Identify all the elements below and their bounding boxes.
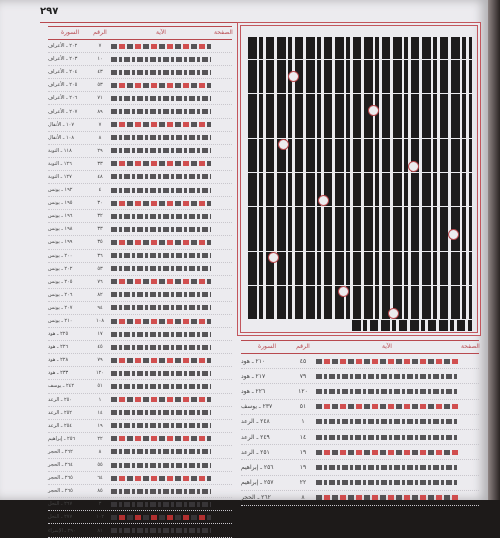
quran-text-line	[248, 150, 472, 161]
index-verse-excerpt	[111, 279, 211, 284]
index-row	[48, 119, 232, 132]
index-row	[241, 400, 479, 415]
index-row	[48, 210, 232, 223]
quran-text-line	[248, 173, 472, 184]
quran-text-line	[248, 105, 472, 116]
index-ayah-number: ٨٩	[97, 108, 103, 115]
index-verse-excerpt	[111, 44, 211, 49]
index-ayah-number: ١٠٨	[95, 318, 105, 325]
index-surah-ref: ٢٠٦ ـ الأعراف	[48, 95, 78, 102]
index-ayah-number: ٧	[98, 43, 102, 50]
index-surah-ref: ٢٠٧ ـ يونس	[48, 304, 73, 311]
index-row	[48, 367, 232, 380]
index-ayah-number: ١٢٠	[298, 387, 308, 395]
index-verse-excerpt	[111, 528, 211, 533]
index-verse-excerpt	[111, 423, 211, 428]
index-row	[241, 415, 479, 430]
index-verse-excerpt	[111, 384, 211, 389]
index-row	[48, 158, 232, 171]
index-verse-excerpt	[111, 292, 211, 297]
index-row	[48, 145, 232, 158]
index-ayah-number: ٤	[98, 187, 102, 194]
index-verse-excerpt	[316, 450, 458, 455]
index-row	[241, 430, 479, 445]
index-ayah-number: ٣٣	[97, 160, 103, 167]
index-row	[48, 498, 232, 511]
index-surah-ref: ١٩٨ ـ يونس	[48, 226, 73, 233]
index-row	[48, 289, 232, 302]
header-ayah: الآية	[156, 29, 166, 36]
index-surah-ref: ٢٥٦ ـ إبراهيم	[241, 463, 274, 471]
index-verse-excerpt	[111, 436, 211, 441]
quran-text-line	[248, 240, 472, 251]
header-number-right: الرقم	[296, 343, 310, 350]
index-surah-ref: ٢٠٤ ـ الأعراف	[48, 69, 78, 76]
index-verse-excerpt	[111, 57, 211, 62]
index-ayah-number: ٧١	[97, 95, 103, 102]
index-table-header-right	[241, 340, 479, 354]
index-surah-ref: ٢٩٠ ـ الإسراء	[48, 527, 76, 534]
index-ayah-number: ٦٤	[97, 475, 103, 482]
header-number: الرقم	[93, 29, 107, 36]
index-verse-excerpt	[111, 332, 211, 337]
index-verse-excerpt	[111, 476, 211, 481]
book-edge	[488, 0, 500, 500]
index-surah-ref: ١٩٦ ـ يونس	[48, 213, 73, 220]
index-row	[241, 445, 479, 460]
index-ayah-number: ٨٥	[97, 488, 103, 495]
index-row	[48, 354, 232, 367]
ayah-end-marker	[368, 105, 379, 116]
index-verse-excerpt	[316, 495, 458, 500]
index-ayah-number: ٤٥	[299, 357, 307, 365]
index-surah-ref: ٢٧٧ ـ النحل	[48, 514, 73, 521]
index-surah-ref: ٢٢٦ ـ هود	[48, 344, 69, 351]
index-surah-ref: ٢٠٣ ـ الأعراف	[48, 56, 78, 63]
index-row	[241, 476, 479, 491]
index-verse-excerpt	[111, 96, 211, 101]
index-row	[48, 171, 232, 184]
index-verse-excerpt	[316, 404, 458, 409]
header-marker-right: الصفحة	[461, 343, 480, 350]
index-ayah-number: ١٩	[299, 463, 307, 471]
quran-text-line	[248, 229, 472, 240]
index-ayah-number: ١٩	[299, 448, 307, 456]
index-verse-excerpt	[111, 148, 211, 153]
index-ayah-number: ٢٢	[299, 479, 307, 487]
index-surah-ref: ١٩٩ ـ يونس	[48, 239, 73, 246]
index-verse-excerpt	[316, 435, 458, 440]
index-ayah-number: ١	[301, 418, 305, 426]
index-verse-excerpt	[111, 83, 211, 88]
index-verse-excerpt	[111, 135, 211, 140]
index-ayah-number: ٥٣	[97, 82, 103, 89]
index-row	[48, 105, 232, 118]
index-verse-excerpt	[111, 70, 211, 75]
index-surah-ref: ٢١٠ ـ يونس	[48, 318, 73, 325]
index-surah-ref: ٢٤٢ ـ يوسف	[48, 383, 75, 390]
index-row	[48, 223, 232, 236]
quran-text-line	[248, 48, 472, 59]
index-surah-ref: ١٩٢ ـ يونس	[48, 187, 73, 194]
index-ayah-number: ٧٩	[97, 357, 103, 364]
index-ayah-number: ٧٩	[299, 372, 307, 380]
header-marker: الصفحة	[214, 29, 233, 36]
index-verse-excerpt	[111, 161, 211, 166]
header-surah: السورة	[61, 29, 79, 36]
quran-text-line	[248, 82, 472, 93]
index-surah-ref: ٢٢٨ ـ هود	[48, 357, 69, 364]
index-row	[48, 524, 232, 537]
quran-text-line	[248, 71, 472, 82]
index-verse-excerpt	[111, 214, 211, 219]
index-row	[48, 315, 232, 328]
index-ayah-number: ٣	[98, 501, 102, 508]
index-row	[48, 302, 232, 315]
index-ayah-number: ٨	[301, 494, 305, 502]
page-number: ٢٩٧	[40, 6, 59, 17]
index-ayah-number: ٤٨	[97, 173, 103, 180]
index-row	[48, 40, 232, 53]
index-row	[48, 263, 232, 276]
index-table-left	[48, 26, 233, 534]
index-row	[48, 197, 232, 210]
index-verse-excerpt	[111, 188, 211, 193]
index-surah-ref: ١٠٨ ـ الأنفال	[48, 134, 75, 141]
index-ayah-number: ١٤	[299, 433, 307, 441]
index-verse-excerpt	[111, 253, 211, 258]
index-surah-ref: ٢٠٥ ـ يونس	[48, 278, 73, 285]
index-surah-ref: ٢٢٥ ـ هود	[48, 331, 69, 338]
index-row	[48, 485, 232, 498]
index-verse-excerpt	[111, 397, 211, 402]
index-row	[48, 66, 232, 79]
index-ayah-number: ١٠٢	[95, 514, 105, 521]
index-verse-excerpt	[111, 319, 211, 324]
quran-text-line	[248, 274, 472, 285]
index-row	[48, 420, 232, 433]
index-table-right	[241, 340, 480, 502]
index-verse-excerpt	[111, 449, 211, 454]
index-verse-excerpt	[111, 305, 211, 310]
index-row	[48, 433, 232, 446]
index-surah-ref: ٢٢٦ ـ هود	[241, 387, 266, 395]
index-row	[48, 79, 232, 92]
index-surah-ref: ٢٠٦ ـ يونس	[48, 291, 73, 298]
index-surah-ref: ٢٠٢ ـ يونس	[48, 265, 73, 272]
ayah-end-marker	[268, 252, 279, 263]
index-row	[241, 369, 479, 384]
index-ayah-number: ٣٦	[97, 252, 103, 259]
quran-text-line	[248, 116, 472, 127]
ayah-end-marker	[278, 139, 289, 150]
index-row	[48, 446, 232, 459]
index-table-header	[48, 27, 232, 40]
index-row	[48, 407, 232, 420]
index-row	[48, 394, 232, 407]
index-ayah-number: ١٧	[97, 331, 103, 338]
index-surah-ref: ٢٦٤ ـ الحجر	[48, 462, 73, 469]
index-row	[48, 92, 232, 105]
index-surah-ref: ٢٦٧ ـ النحل	[48, 501, 73, 508]
index-surah-ref: ٢٦٢ ـ الحجر	[241, 494, 271, 502]
index-surah-ref: ١١٨ ـ التوبة	[48, 147, 72, 154]
quran-text-line	[248, 184, 472, 195]
index-verse-excerpt	[316, 374, 458, 379]
index-row	[48, 341, 232, 354]
index-ayah-number: ٢٩	[97, 147, 103, 154]
index-verse-excerpt	[111, 266, 211, 271]
index-row	[48, 459, 232, 472]
index-rows-left	[48, 40, 232, 538]
index-ayah-number: ٣٣	[97, 226, 103, 233]
index-ayah-number: ١	[98, 396, 102, 403]
index-ayah-number: ١٠	[97, 56, 103, 63]
index-row	[48, 328, 232, 341]
index-verse-excerpt	[111, 109, 211, 114]
index-surah-ref: ٢٣٧ ـ يوسف	[241, 403, 273, 411]
header-surah-right: السورة	[258, 343, 276, 350]
index-row	[48, 184, 232, 197]
index-verse-excerpt	[111, 240, 211, 245]
index-verse-excerpt	[316, 480, 458, 485]
index-verse-excerpt	[111, 227, 211, 232]
index-row	[48, 472, 232, 485]
index-ayah-number: ٨	[98, 448, 102, 455]
index-verse-excerpt	[111, 345, 211, 350]
index-row	[48, 380, 232, 393]
index-surah-ref: ٢٣٣ ـ هود	[48, 370, 69, 377]
index-surah-ref: ٢٦٥ ـ الحجر	[48, 475, 73, 482]
index-ayah-number: ٥١	[97, 383, 103, 390]
index-surah-ref: ٢٥٧ ـ إبراهيم	[241, 479, 274, 487]
index-verse-excerpt	[111, 515, 211, 520]
index-verse-excerpt	[111, 122, 211, 127]
index-ayah-number: ٧	[98, 121, 102, 128]
index-surah-ref: ١٩٥ ـ يونس	[48, 200, 73, 207]
ayah-end-marker	[288, 71, 299, 82]
index-verse-excerpt	[316, 359, 458, 364]
index-row	[241, 491, 479, 506]
index-row	[48, 53, 232, 66]
index-surah-ref: ٢٥٠ ـ الرعد	[48, 396, 72, 403]
index-verse-excerpt	[111, 410, 211, 415]
index-surah-ref: ١٢٦ ـ التوبة	[48, 160, 72, 167]
quran-text-line	[248, 37, 472, 48]
quran-text-line	[248, 207, 472, 218]
index-ayah-number: ١٩	[97, 422, 103, 429]
quran-text-line	[248, 286, 472, 297]
index-ayah-number: ٨١	[97, 527, 103, 534]
quran-text-line	[352, 320, 472, 331]
index-surah-ref: ١٢٧ ـ التوبة	[48, 173, 72, 180]
index-row	[48, 250, 232, 263]
index-row	[241, 460, 479, 475]
index-surah-ref: ٢١٠ ـ هود	[241, 357, 266, 365]
index-surah-ref: ١٠٧ ـ الأنفال	[48, 121, 75, 128]
index-ayah-number: ٨٢	[97, 291, 103, 298]
ayah-end-marker	[338, 286, 349, 297]
index-ayah-number: ٥١	[299, 403, 307, 411]
index-surah-ref: ٢٠٢ ـ الأعراف	[48, 43, 78, 50]
quran-text-line	[248, 161, 472, 172]
index-ayah-number: ٥٥	[97, 462, 103, 469]
index-verse-excerpt	[111, 489, 211, 494]
index-verse-excerpt	[111, 174, 211, 179]
index-surah-ref: ٢٦٥ ـ الحجر	[48, 488, 73, 495]
index-ayah-number: ٧٦	[97, 278, 103, 285]
index-surah-ref: ٢٠٥ ـ الأعراف	[48, 82, 78, 89]
index-surah-ref: ٢٥٤ ـ الرعد	[48, 422, 72, 429]
index-verse-excerpt	[316, 465, 458, 470]
quran-text-line	[248, 263, 472, 274]
index-row	[48, 511, 232, 524]
quran-text-line	[248, 308, 472, 319]
index-surah-ref: ٢٦٢ ـ الحجر	[48, 448, 73, 455]
quran-text-line	[248, 94, 472, 105]
index-row	[48, 276, 232, 289]
index-ayah-number: ٤٥	[97, 344, 103, 351]
index-verse-excerpt	[111, 358, 211, 363]
index-verse-excerpt	[316, 419, 458, 424]
index-ayah-number: ٨	[98, 134, 102, 141]
index-surah-ref: ٢٤٩ ـ الرعد	[241, 433, 270, 441]
index-ayah-number: ٥٣	[97, 265, 103, 272]
quran-text-line	[248, 195, 472, 206]
index-verse-excerpt	[111, 502, 211, 507]
index-ayah-number: ١٢٠	[95, 370, 105, 377]
index-row	[48, 236, 232, 249]
index-verse-excerpt	[316, 389, 458, 394]
index-verse-excerpt	[111, 201, 211, 206]
header-ayah-right: الآية	[382, 343, 392, 350]
index-ayah-number: ٣٥	[97, 239, 103, 246]
index-row	[48, 132, 232, 145]
index-surah-ref: ٢١٧ ـ هود	[241, 372, 266, 380]
index-surah-ref: ٢٥١ ـ الرعد	[241, 448, 270, 456]
index-verse-excerpt	[111, 371, 211, 376]
index-ayah-number: ٣٢	[97, 213, 103, 220]
index-surah-ref: ٢٥٦ ـ إبراهيم	[48, 435, 76, 442]
index-ayah-number: ٣٠	[97, 200, 103, 207]
index-surah-ref: ٢٠٧ ـ الأعراف	[48, 108, 78, 115]
quran-text-line	[248, 218, 472, 229]
quran-text-frame	[237, 22, 481, 336]
index-ayah-number: ٩٤	[97, 304, 103, 311]
index-ayah-number: ٢٢	[97, 435, 103, 442]
index-surah-ref: ٢٥٢ ـ الرعد	[48, 409, 72, 416]
index-verse-excerpt	[111, 463, 211, 468]
index-rows-right	[241, 354, 479, 506]
quran-text-line	[248, 60, 472, 71]
index-row	[241, 354, 479, 369]
index-surah-ref: ٢٠٠ ـ يونس	[48, 252, 73, 259]
quran-text-line	[248, 127, 472, 138]
index-ayah-number: ٤٣	[97, 69, 103, 76]
quran-text-line	[248, 297, 472, 308]
index-row	[241, 384, 479, 399]
quran-text-line	[248, 252, 472, 263]
index-surah-ref: ٢٤٨ ـ الرعد	[241, 418, 270, 426]
index-ayah-number: ١٤	[97, 409, 103, 416]
